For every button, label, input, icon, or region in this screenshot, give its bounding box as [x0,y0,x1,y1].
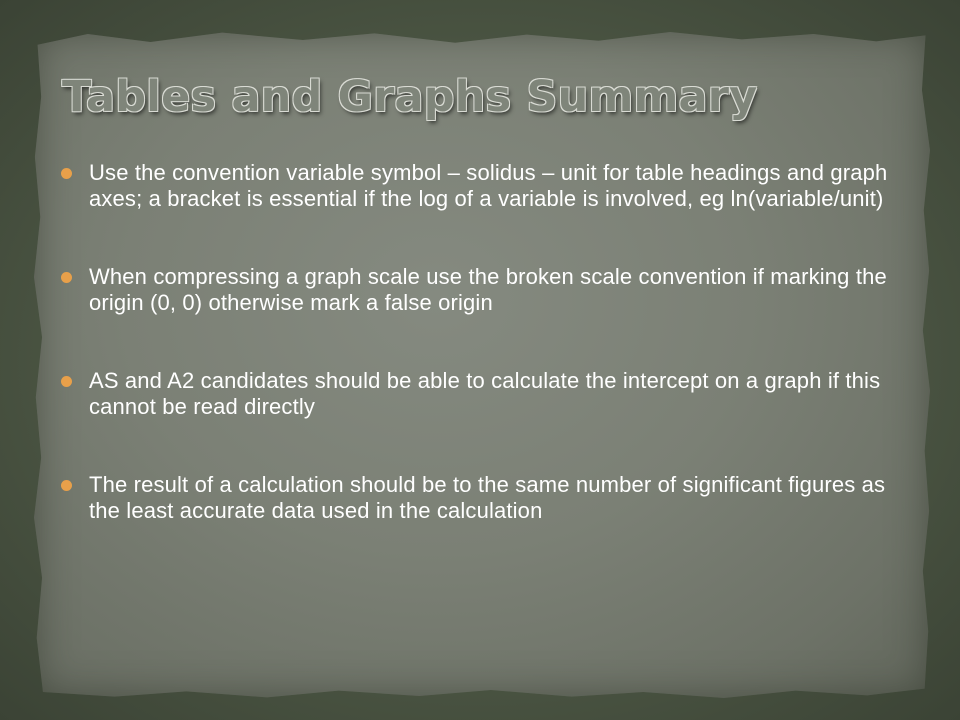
slide-title: Tables and Graphs Summary [62,72,758,122]
bullet-dot-icon [61,168,72,179]
bullet-text: AS and A2 candidates should be able to calculate the intercept on a graph if this cannot be read directly [89,368,881,419]
bullet-list [60,160,910,524]
bullet-item [60,264,910,316]
bullet-text: The result of a calculation should be to the same number of significant figures as the least accurate data used in the calculation [89,472,886,523]
bullet-dot-icon [61,272,72,283]
bullet-text: When compressing a graph scale use the broken scale convention if marking the origin (0, 0) otherwise mark a false origin [89,264,887,315]
bullet-dot-icon [61,480,72,491]
bullet-item [60,160,910,212]
bullet-item [60,368,910,420]
bullet-text: Use the convention variable symbol – solidus – unit for table headings and graph axes; a bracket is essential if the log of a variable is involved, eg ln(variable/unit) [89,160,888,211]
bullet-dot-icon [61,376,72,387]
bullet-item [60,472,910,524]
